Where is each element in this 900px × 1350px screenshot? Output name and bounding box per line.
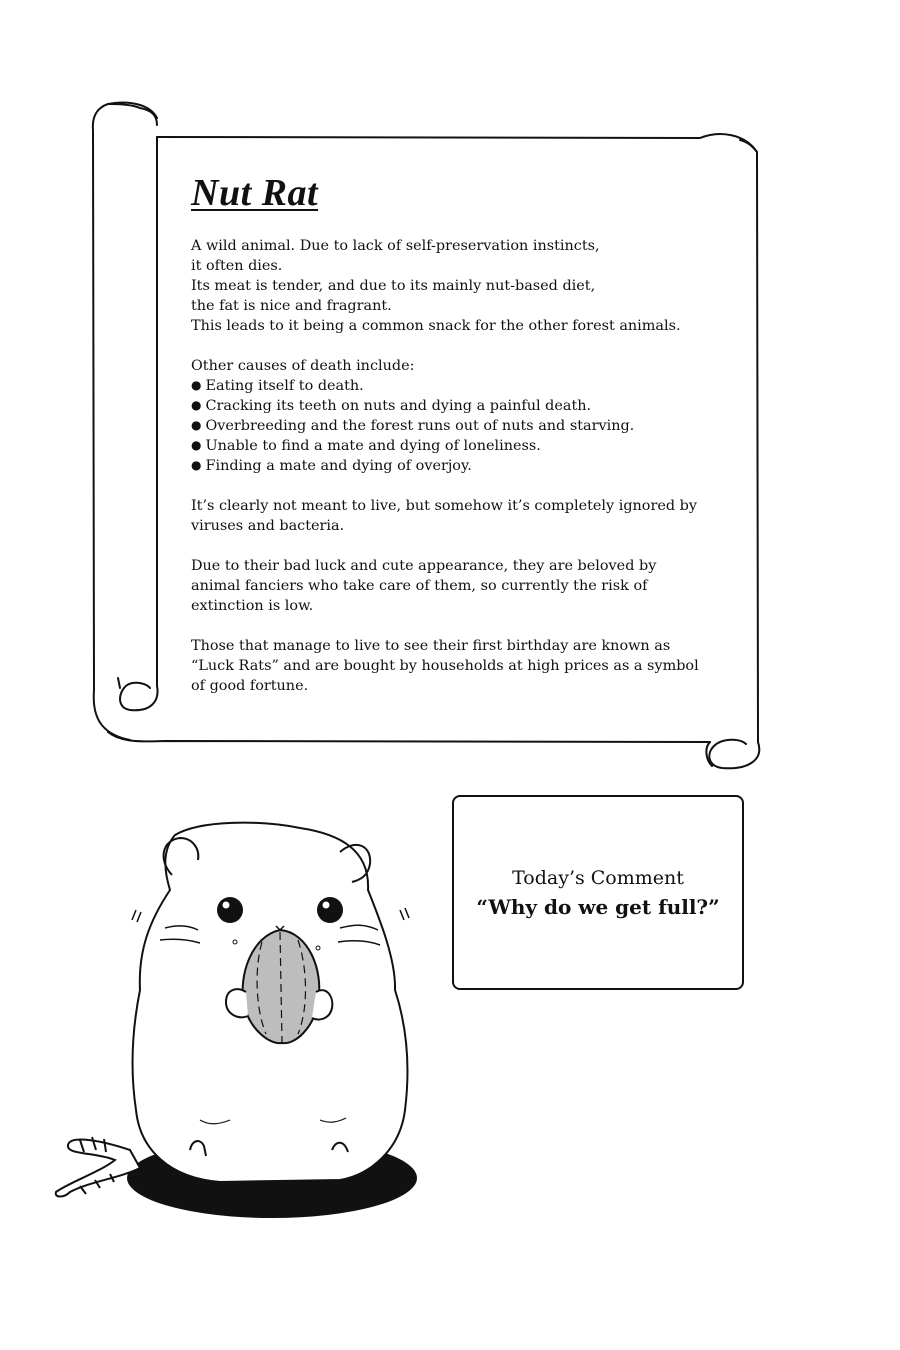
- intro-line: it often dies.: [191, 258, 283, 274]
- left-paw: [226, 989, 248, 1017]
- viruses-paragraph: [191, 496, 731, 536]
- causes-list: [191, 376, 731, 476]
- intro-line: This leads to it being a common snack for the other forest animals.: [191, 318, 681, 334]
- nut-rat-illustration: [40, 790, 440, 1220]
- paragraph-line: extinction is low.: [191, 598, 314, 614]
- left-eye: [217, 897, 243, 923]
- todays-comment-box: [452, 795, 744, 990]
- tail: [56, 1137, 140, 1197]
- paragraph-line: Due to their bad luck and cute appearance, they are beloved by: [191, 558, 657, 574]
- right-eye: [317, 897, 343, 923]
- luck-rats-paragraph: [191, 636, 731, 696]
- list-item: ● Overbreeding and the forest runs out of nuts and starving.: [191, 416, 731, 436]
- causes-section: [191, 356, 731, 476]
- comment-label: Today’s Comment: [512, 866, 684, 889]
- extinction-paragraph: [191, 556, 731, 616]
- entry-title: Nut Rat: [191, 172, 319, 214]
- paragraph-line: animal fanciers who take care of them, so currently the risk of: [191, 578, 648, 594]
- intro-line: the fat is nice and fragrant.: [191, 298, 392, 314]
- intro-paragraph: [191, 236, 731, 336]
- intro-line: A wild animal. Due to lack of self-preservation instincts,: [191, 238, 600, 254]
- entry-card: [191, 170, 731, 716]
- list-item: ● Eating itself to death.: [191, 376, 731, 396]
- paragraph-line: “Luck Rats” and are bought by households at high prices as a symbol: [191, 658, 699, 674]
- intro-line: Its meat is tender, and due to its mainly nut-based diet,: [191, 278, 596, 294]
- list-item: ● Finding a mate and dying of overjoy.: [191, 456, 731, 476]
- paragraph-line: It’s clearly not meant to live, but somehow it’s completely ignored by: [191, 498, 697, 514]
- paragraph-line: viruses and bacteria.: [191, 518, 345, 534]
- paragraph-line: Those that manage to live to see their first birthday are known as: [191, 638, 671, 654]
- causes-heading: Other causes of death include:: [191, 358, 415, 374]
- list-item: ● Unable to find a mate and dying of loneliness.: [191, 436, 731, 456]
- paragraph-line: of good fortune.: [191, 678, 309, 694]
- comment-quote: “Why do we get full?”: [476, 894, 720, 919]
- list-item: ● Cracking its teeth on nuts and dying a painful death.: [191, 396, 731, 416]
